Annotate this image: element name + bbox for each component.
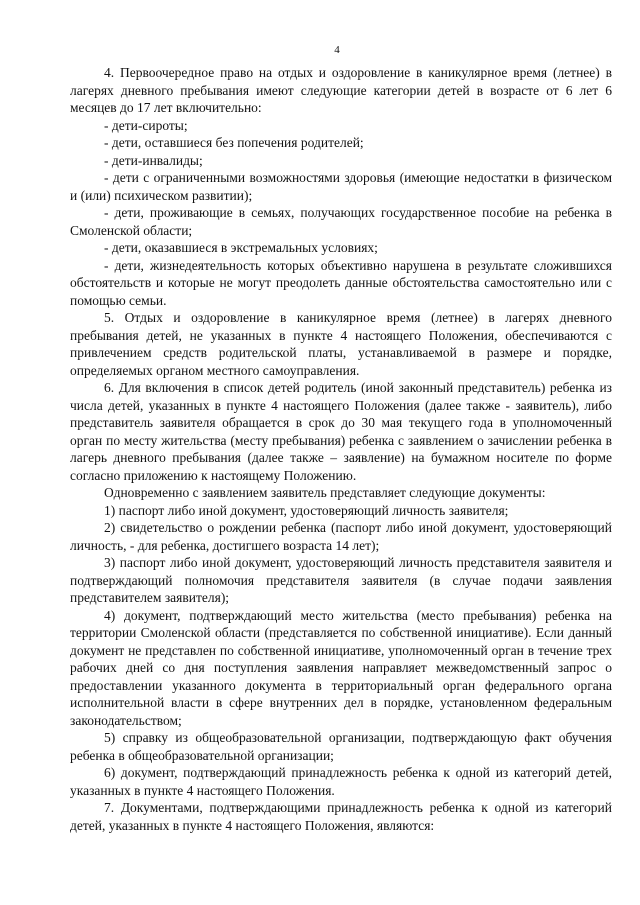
list-item-without-care: - дети, оставшиеся без попечения родителей; (104, 135, 364, 150)
paragraph-4-intro: 4. Первоочередное право на отдых и оздоровление в каникулярное время (летнее) в лагерях дневного пребывания имеют следующие категории детей в возрасте от 6 лет 6 месяцев до 17 лет включительно: (70, 65, 612, 115)
paragraph-5: 5. Отдых и оздоровление в каникулярное время (летнее) в лагерях дневного пребывания детей, не указанных в пункте 4 настоящего Положения, обеспечиваются с привлечением средств родительской платы, устанавливаемой в размере и порядке, определяемых органом местного самоуправления. (70, 310, 612, 378)
paragraph-6: 6. Для включения в список детей родитель (иной законный представитель) ребенка из числа детей, указанных в пункте 4 настоящего Положения (далее также - заявитель), либо представитель заявителя обращается в срок до 30 мая текущего года в уполномоченный орган по месту жительства (месту пребывания) ребенка с заявлением о зачислении ребенка в лагерь дневного пребывания (далее также – заявление) на бумажном носителе по форме согласно приложению к настоящему Положению. (70, 380, 612, 483)
list-item-state-allowance: - дети, проживающие в семьях, получающих государственное пособие на ребенка в Смоленской области; (70, 205, 612, 238)
list-item-orphans: - дети-сироты; (104, 117, 188, 133)
paragraph-documents-intro: Одновременно с заявлением заявитель представляет следующие документы: (104, 485, 546, 500)
document-item-2: 2) свидетельство о рождении ребенка (паспорт либо иной документ, удостоверяющий личность, - для ребенка, достигшего возраста 14 лет); (70, 520, 612, 553)
list-item-disrupted-life: - дети, жизнедеятельность которых объективно нарушена в результате сложившихся обстоятельств и которые не могут преодолеть данные обстоятельства самостоятельно или с помощью семьи. (70, 257, 612, 308)
list-item-extreme-conditions: - дети, оказавшиеся в экстремальных условиях; (104, 240, 378, 255)
document-item-6: 6) документ, подтверждающий принадлежность ребенка к одной из категорий детей, указанных в пункте 4 настоящего Положения. (70, 765, 612, 798)
page-number: 4 (334, 44, 340, 56)
list-item-limited-health: - дети с ограниченными возможностями здоровья (имеющие недостатки в физическом и (или) психическом развитии); (70, 170, 612, 203)
paragraph-7: 7. Документами, подтверждающими принадлежность ребенка к одной из категорий детей, указанных в пункте 4 настоящего Положения, являются: (70, 800, 612, 833)
document-item-3: 3) паспорт либо иной документ, удостоверяющий личность представителя заявителя и подтверждающий полномочия представителя заявителя (в случае подачи заявления представителем заявителя); (70, 555, 612, 605)
list-item-disabled: - дети-инвалиды; (104, 152, 203, 168)
document-item-5: 5) справку из общеобразовательной организации, подтверждающую факт обучения ребенка в общеобразовательной организации; (70, 730, 612, 763)
document-item-4: 4) документ, подтверждающий место жительства (место пребывания) ребенка на территории Смоленской области (представляется по собственной инициативе). Если данный документ не представлен по собственной инициативе, уполномоченный орган в течение трех рабочих дней со дня поступления заявления направляет межведомственный запрос о предоставлении указанного документа в территориальный орган федерального органа исполнительной власти в сфере внутренних дел в порядке, установленном федеральным законодательством; (70, 607, 612, 728)
document-item-1: 1) паспорт либо иной документ, удостоверяющий личность заявителя; (104, 502, 509, 518)
body-text (70, 64, 612, 834)
